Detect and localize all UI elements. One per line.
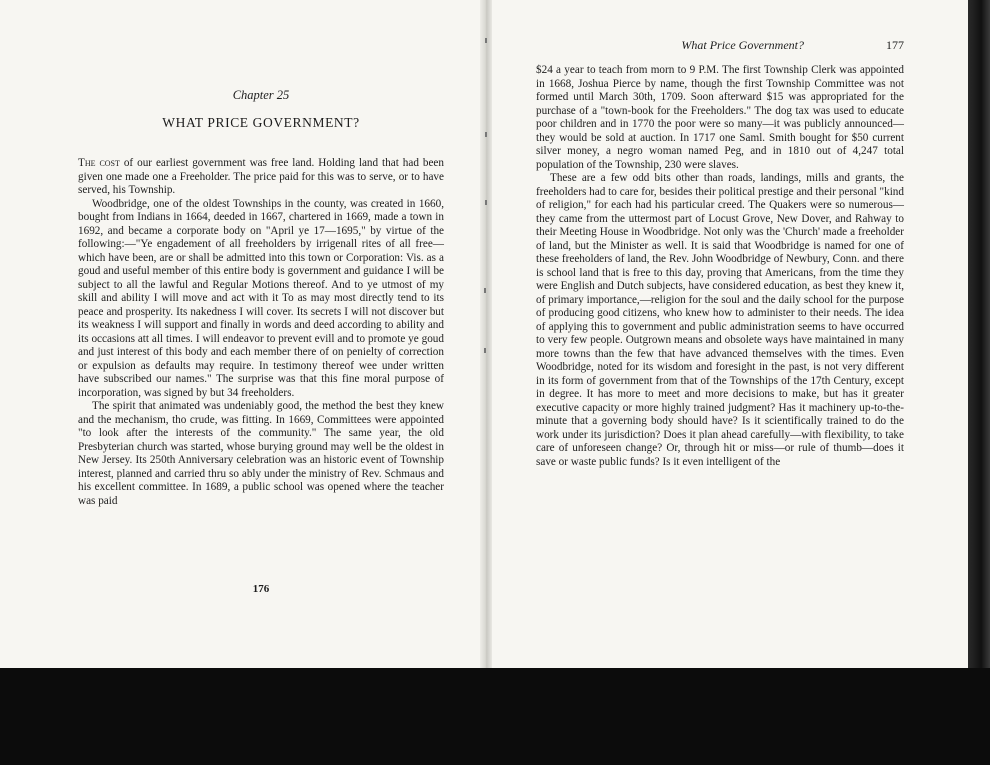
chapter-title: WHAT PRICE GOVERNMENT? bbox=[162, 115, 360, 130]
opening-small-caps: The cost bbox=[78, 157, 120, 169]
right-paragraph-1: $24 a year to teach from morn to 9 P.M. The first Township Clerk was appointed in 1668, Joshua Pierce by name, though the first Township Committee was not formed until March 30th, 1709. Soon afterward $15 was appropriated for the purchase of a "town-book for the Freeholders." The dog tax was used to educate poor children and in 1770 the poor were so many—it was publicly announced—they would be sold at auction. In 1717 one Saml. Smith bought for $50 current silver money, a negro woman named Peg, and in 1810 out of 4,247 total population of the Township, 230 were slaves. bbox=[536, 64, 904, 171]
gutter-mark bbox=[484, 348, 486, 353]
left-paragraph-1-text: of our earliest government was free land. Holding land that had been given one made one a Freeholder. The price paid for this was to serve, or to have served, his Township. bbox=[78, 157, 444, 196]
running-head-title: What Price Government? bbox=[681, 38, 804, 52]
gutter-mark bbox=[485, 200, 487, 205]
book-gutter bbox=[480, 0, 492, 668]
right-page-number: 177 bbox=[886, 38, 904, 52]
left-paragraph-2: Woodbridge, one of the oldest Townships in the county, was created in 1660, bought from Indians in 1664, deeded in 1667, chartered in 1669, made a town in 1692, and became a corporate body on "April ye 17—1695," by virtue of the following:—"Ye engadement of all freeholders by irrigenall rites of all free—which have been, are or shall be admitted into this town or Corporation: Vis. as a goud and useful member of this entire body is government and guidance I will be subject to all the lawful and Regular Motions thereof. And to ye utmost of my skill and ability I will move and act with it To as may most directly tend to its peace and prosperity. Its nakedness I will cover. Its secrets I will not discover but its weakness I will support and finally in words and deed according to ability and its occasions att all times. I will endeavor to prevent evill and to promote ye goud and just interest of this body and each member there of on penielty of correction or expulsion as defaults may require. In testimony thereof wee under written have subscribed our names." The surprise was that this fine moral purpose of incorporation, was signed by but 34 freeholders. bbox=[78, 197, 444, 399]
book-cover-edge bbox=[968, 0, 990, 668]
gutter-mark bbox=[485, 132, 487, 137]
left-paragraph-1 bbox=[78, 157, 444, 198]
right-page-body bbox=[536, 64, 904, 469]
chapter-label: Chapter 25 bbox=[232, 88, 290, 102]
left-page-number: 176 bbox=[252, 583, 270, 595]
right-paragraph-2: These are a few odd bits other than roads, landings, mills and grants, the freeholders had to care for, besides their political prestige and their personal "kind of religion," for each had his particular creed. The Quakers were so numerous—they came from the uttermost part of Locust Grove, New Dover, and Rahway to their Meeting House in Woodbridge. Not only was the 'Church' made a freeholder of land, but the Minister as well. It is said that Woodbridge is named for one of these freeholders of land, the Rev. John Woodbridge of Newbury, Conn. and there is school land that is free to this day, proving that Americans, from the time they were English and Dutch subjects, have considered education, as best they knew it, of primary importance,—religion for the soul and the daily school for the purpose of producing good citizens, who knew how to administer to their needs. The idea of applying this to government and public administration seems to have occurred to very few people. Outgrown means and obsolete ways have maintained in many more towns than the few that have advanced themselves with the times. Even Woodbridge, noted for its wisdom and foresight in the past, is not very different in its form of government from that of the Townships of the 17th Century, except in degree. It has more to meet and more decisions to make, but has it greater executive capacity or more highly trained judgment? Has it machinery up-to-the-minute that a governing body should have? Is it scientifically trained to do the work under its jurisdiction? Does it plan ahead carefully—with flexibility, to take care of unforeseen change? Or, through hit or miss—or rule of thumb—does it save or waste public funds? Is it even intelligent of the bbox=[536, 172, 904, 468]
left-paragraph-3: The spirit that animated was undeniably good, the method the best they knew and the mechanism, tho crude, was fitting. In 1669, Committees were appointed "to look after the interests of the community." The same year, the old Presbyterian church was started, whose burying ground may well be the oldest in New Jersey. Its 250th Anniversary celebration was an historic event of Township interest, planned and carried thru so ably under the ministry of Rev. Schmaus and his excellent committee. In 1689, a public school was opened where the teacher was paid bbox=[78, 400, 444, 507]
scanner-background bbox=[0, 668, 990, 765]
gutter-mark bbox=[484, 288, 486, 293]
gutter-mark bbox=[485, 38, 487, 43]
left-page-body bbox=[78, 157, 444, 508]
